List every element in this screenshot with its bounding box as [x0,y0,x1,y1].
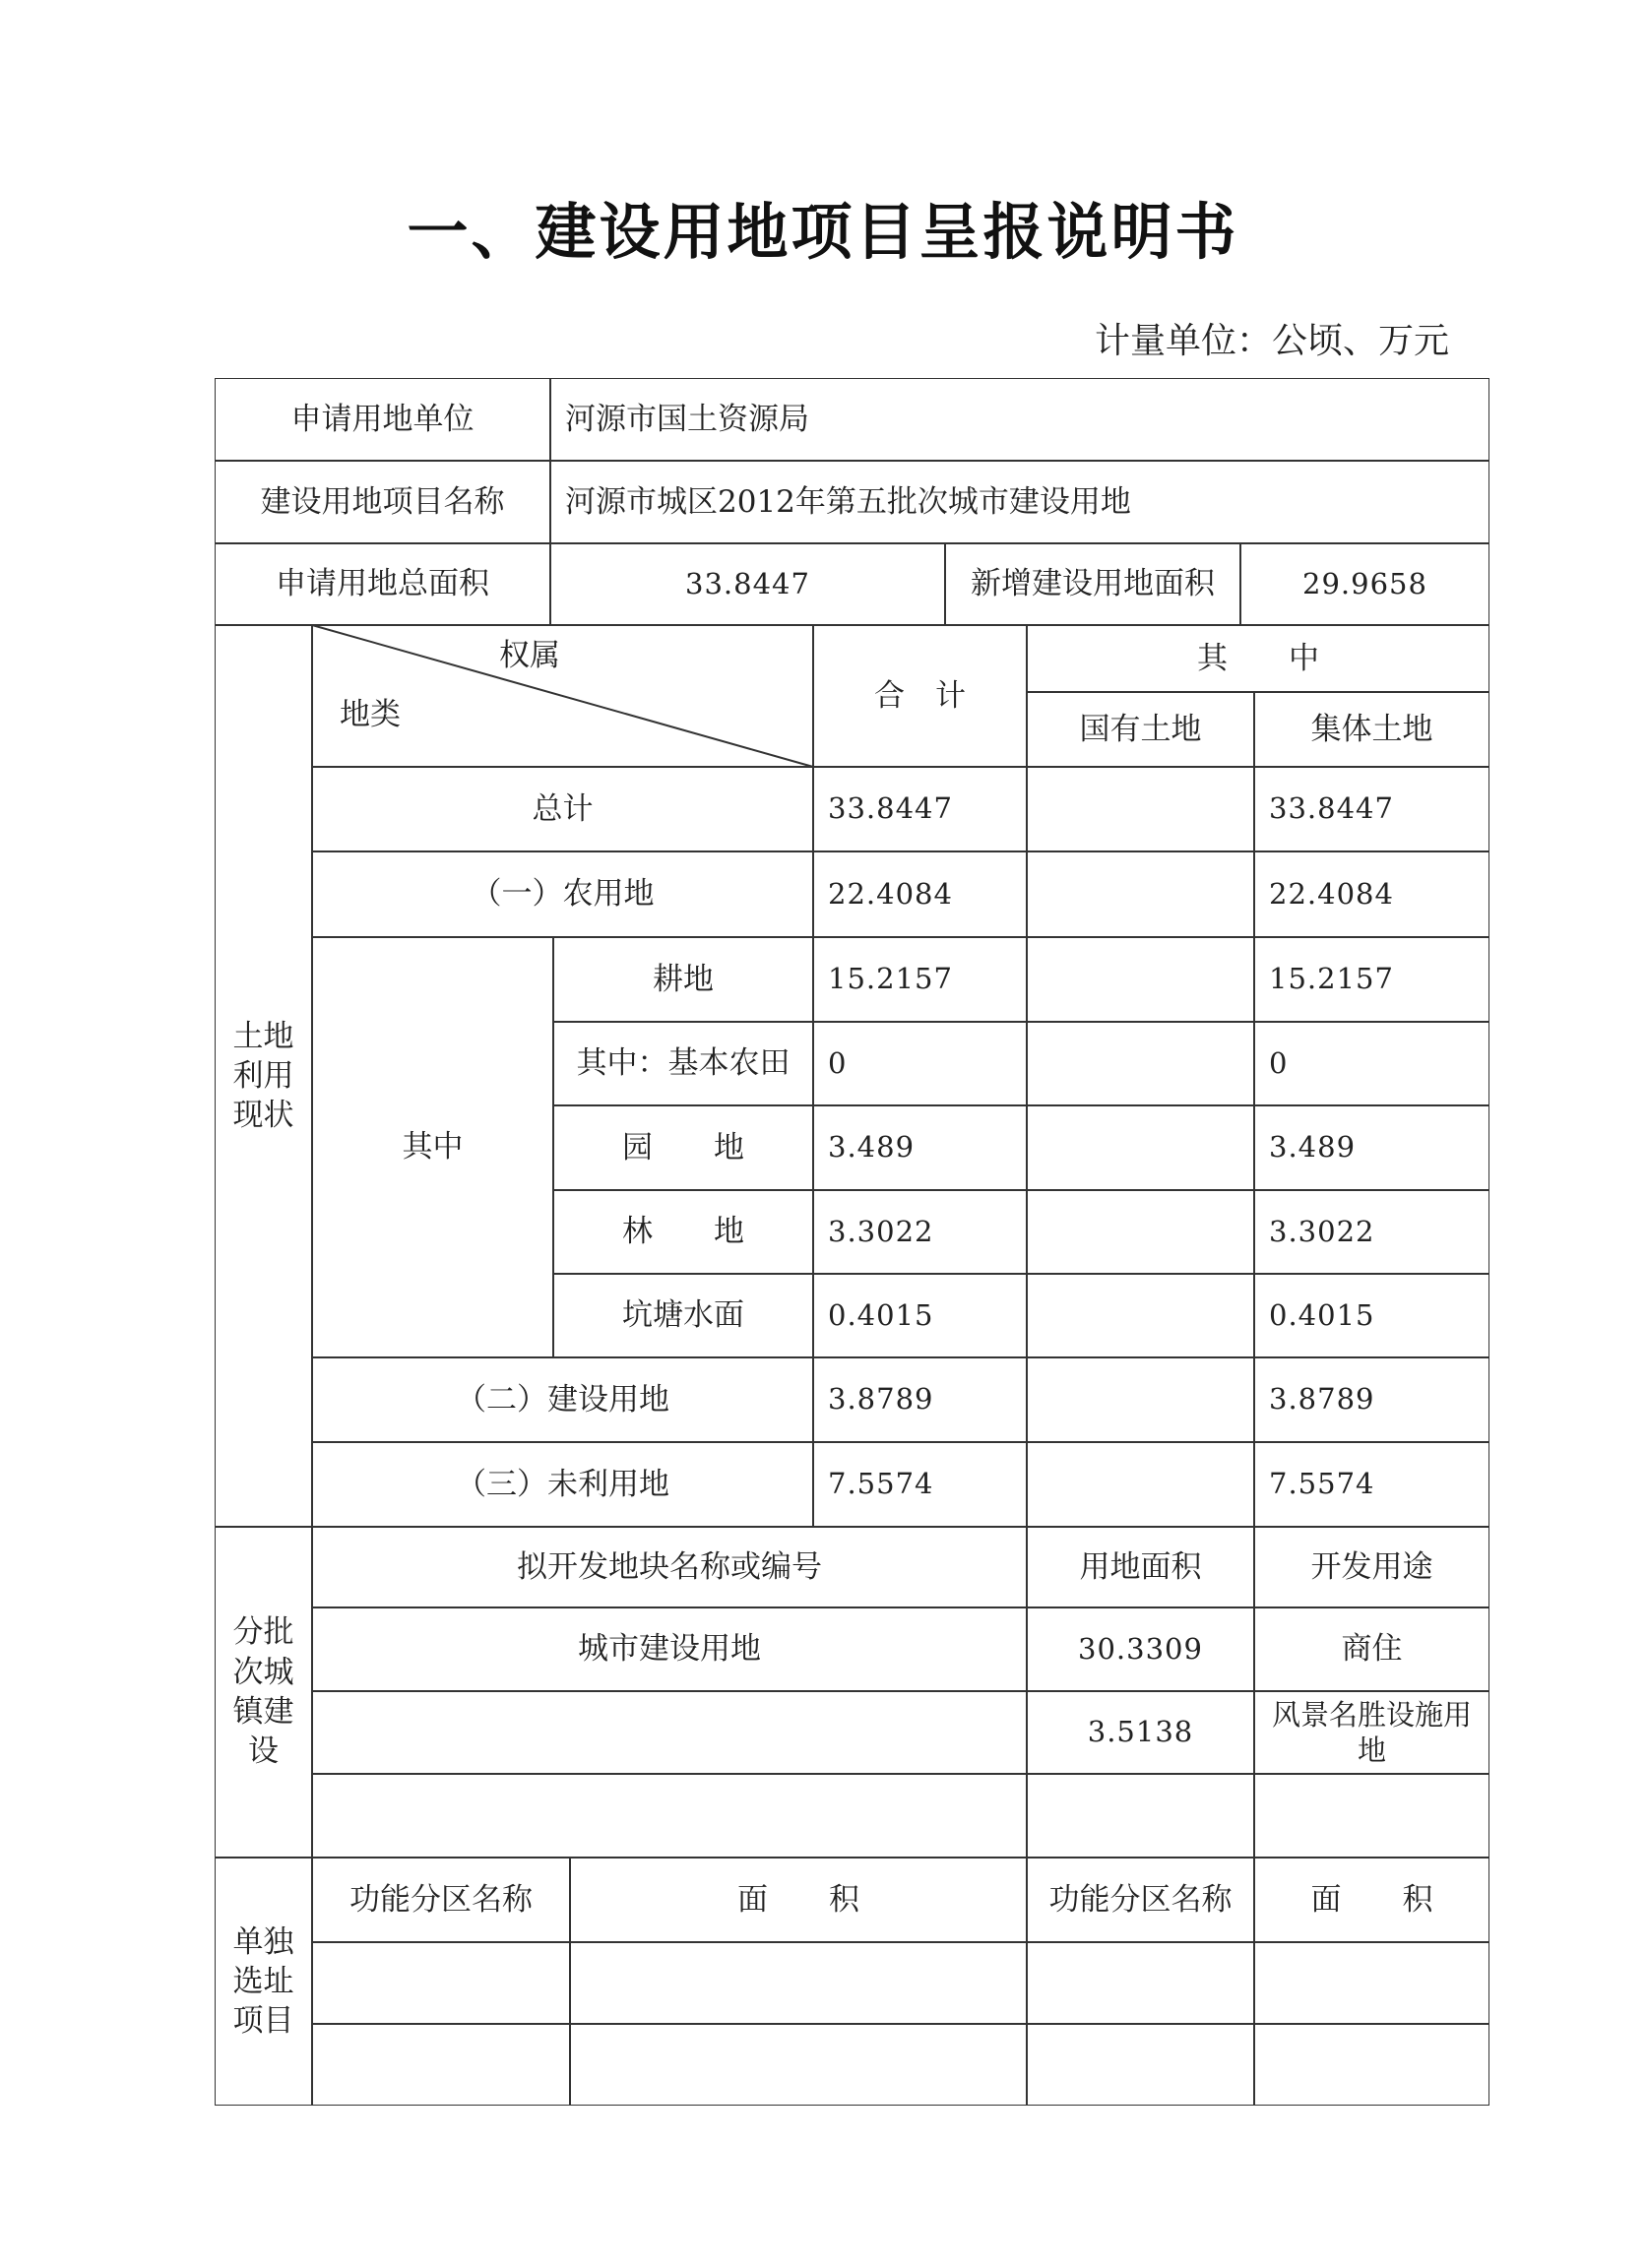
land-row-collective: 3.8789 [1269,1382,1375,1417]
applicant-value: 河源市国土资源局 [565,401,809,437]
land-row-label: 耕地 [653,961,714,997]
land-row-label: （三）未利用地 [456,1466,669,1502]
parcel-name [312,1691,1027,1774]
section-label-line: 单独 [232,1923,294,1960]
land-row-label: （一）农用地 [471,876,655,913]
section-label-line: 次城 [232,1654,294,1690]
land-row-state [1027,1274,1254,1357]
land-row-state [1027,1442,1254,1527]
land-row-label: 林 地 [622,1214,744,1250]
project-name-value: 河源市城区2012年第五批次城市建设用地 [565,483,1131,520]
land-row-total: 7.5574 [828,1467,934,1501]
section-label-line: 土地 [232,1018,294,1054]
parcel-name [312,1774,1027,1858]
land-row-state [1027,1357,1254,1442]
land-row-state [1027,767,1254,851]
land-row-total: 0.4015 [828,1297,934,1332]
document-title: 一、建设用地项目呈报说明书 [407,196,1239,268]
land-row-collective: 3.489 [1269,1130,1357,1165]
collective-land-header: 集体土地 [1310,711,1433,747]
land-row-label: 坑塘水面 [622,1297,744,1334]
land-row-collective: 22.4084 [1269,876,1394,911]
land-row-state [1027,851,1254,937]
batch-section-label [215,1527,312,1858]
land-row-state [1027,937,1254,1022]
total-area-label: 申请用地总面积 [276,566,489,602]
parcel-use: 风景名胜设施用地 [1271,1697,1472,1767]
section-label-line: 设 [248,1733,279,1770]
zone-name-header: 功能分区名称 [349,1881,533,1918]
section-label-line: 镇建 [232,1694,294,1730]
parcel-area: 30.3309 [1078,1631,1203,1666]
total-col-header: 合 计 [874,677,966,714]
land-row-collective: 7.5574 [1269,1467,1375,1501]
among-col-header: 其 中 [1197,640,1319,676]
parcel-use: 商住 [1341,1631,1403,1668]
zone-name-header-2: 功能分区名称 [1048,1881,1233,1918]
land-row-total: 3.3022 [828,1214,934,1248]
section-label-line: 分批 [232,1614,294,1651]
parcel-use [1254,1774,1489,1858]
project-name-label: 建设用地项目名称 [260,483,505,520]
among-row-label: 其中 [402,1129,464,1166]
land-row-total: 22.4084 [828,876,953,911]
land-type-header: 地类 [340,696,401,732]
new-area-value: 29.9658 [1302,566,1427,600]
land-row-total: 3.489 [828,1130,916,1165]
parcel-use-header: 开发用途 [1310,1548,1433,1585]
section-label-line: 利用 [232,1057,294,1094]
ownership-header: 权属 [499,637,560,673]
section-label-line: 现状 [232,1098,294,1134]
parcel-name: 城市建设用地 [578,1631,761,1668]
land-row-label: 园 地 [622,1129,744,1166]
applicant-label: 申请用地单位 [290,401,475,437]
parcel-area [1027,1774,1254,1858]
land-row-label: （二）建设用地 [456,1381,669,1418]
parcel-area-header: 用地面积 [1079,1548,1202,1585]
total-area-value: 33.8447 [685,566,810,600]
land-row-state [1027,1022,1254,1105]
land-row-label: 其中：基本农田 [576,1045,791,1082]
land-row-state [1027,1190,1254,1274]
application-form-table [215,378,1489,2106]
parcel-area: 3.5138 [1087,1715,1194,1749]
land-row-total: 0 [828,1045,848,1080]
land-row-state [1027,1105,1254,1190]
zone-area-header-2: 面 积 [1310,1881,1433,1918]
land-row-collective: 0 [1269,1045,1289,1080]
section-label-line: 选址 [232,1963,294,1999]
section-label-line: 项目 [232,2003,294,2040]
single-site-section-label [215,1858,312,2106]
land-row-collective: 0.4015 [1269,1297,1375,1332]
land-use-section-label [215,625,312,1527]
land-row-label: 总计 [532,790,594,827]
zone-area-header: 面 积 [737,1881,859,1918]
land-row-collective: 33.8447 [1269,791,1394,826]
land-row-collective: 15.2157 [1269,962,1394,996]
land-row-total: 33.8447 [828,791,953,826]
land-row-collective: 3.3022 [1269,1214,1375,1248]
land-row-total: 3.8789 [828,1382,934,1417]
parcel-name-header: 拟开发地块名称或编号 [517,1548,822,1585]
land-row-total: 15.2157 [828,962,953,996]
state-land-header: 国有土地 [1079,711,1202,747]
unit-note: 计量单位：公顷、万元 [1094,321,1449,361]
new-area-label: 新增建设用地面积 [971,566,1215,602]
